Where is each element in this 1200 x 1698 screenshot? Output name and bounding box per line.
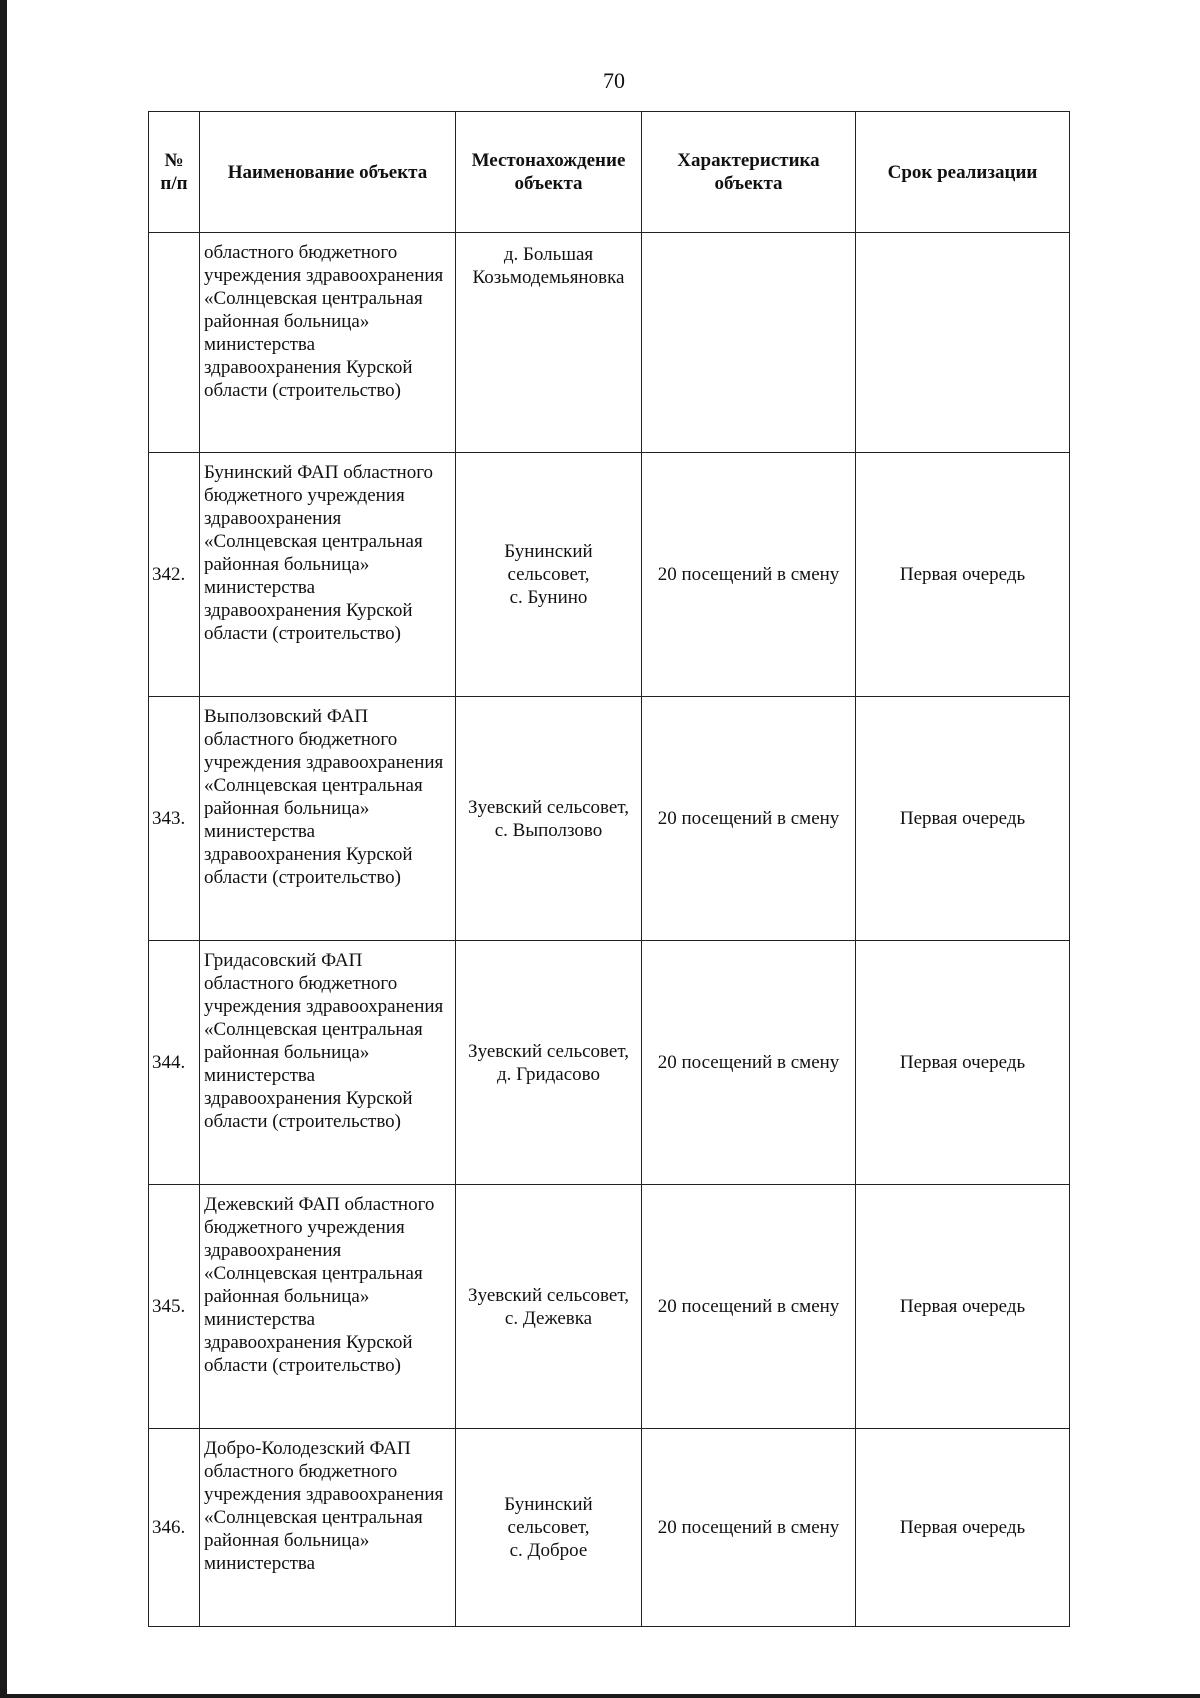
row-term: Первая очередь [856, 453, 1070, 697]
row-term: Первая очередь [856, 697, 1070, 941]
table-row [149, 1185, 1070, 1429]
row-object-name: Бунинский ФАП областного бюджетного учреждения здравоохранения «Солнцевская центральная районная больница» министерства здравоохранения Курской области (строительство) [200, 453, 456, 697]
row-location-line: Бунинский [504, 1494, 593, 1515]
row-num: 345. [149, 1185, 200, 1429]
row-location-line: с. Дежевка [504, 1307, 593, 1329]
page-number: 70 [603, 68, 625, 93]
row-location-line: Зуевский сельсовет, [468, 1040, 629, 1062]
row-characteristic: 20 посещений в смену [642, 697, 856, 941]
row-location-line: сельсовет, [507, 564, 590, 585]
row-location-line: д. Большая [503, 244, 594, 265]
row-location [456, 453, 642, 697]
row-term: Первая очередь [856, 941, 1070, 1185]
table-header-row [149, 112, 1070, 233]
row-characteristic: 20 посещений в смену [642, 453, 856, 697]
row-location-line: Зуевский сельсовет, [468, 796, 629, 818]
row-location-line: с. Доброе [509, 1540, 588, 1561]
row-location-line: с. Выползово [494, 819, 603, 841]
row-term: Первая очередь [856, 1185, 1070, 1429]
row-object-name: Дежевский ФАП областного бюджетного учреждения здравоохранения «Солнцевская центральная районная больница» министерства здравоохранения Курской области (строительство) [200, 1185, 456, 1429]
row-location [456, 1185, 642, 1429]
row-location-line: Зуевский сельсовет, [468, 1284, 629, 1306]
row-location [456, 697, 642, 941]
table-row [149, 453, 1070, 697]
row-location-line: сельсовет, [507, 1517, 590, 1538]
row-num [149, 233, 200, 453]
row-num: 342. [149, 453, 200, 697]
scan-border-bottom [0, 1694, 1200, 1698]
header-name: Наименование объекта [200, 112, 456, 233]
table-row [149, 233, 1070, 453]
row-characteristic: 20 посещений в смену [642, 941, 856, 1185]
row-location-line: с. Бунино [509, 587, 588, 608]
scan-border-left [0, 0, 7, 1698]
row-object-name: Добро-Колодезский ФАП областного бюджетного учреждения здравоохранения «Солнцевская центральная районная больница» министерства [200, 1429, 456, 1627]
table-row [149, 697, 1070, 941]
row-num: 343. [149, 697, 200, 941]
header-num: № п/п [149, 112, 200, 233]
row-characteristic: 20 посещений в смену [642, 1429, 856, 1627]
row-location [456, 941, 642, 1185]
objects-table [148, 111, 1070, 1627]
row-object-name: Гридасовский ФАП областного бюджетного учреждения здравоохранения «Солнцевская центральная районная больница» министерства здравоохранения Курской области (строительство) [200, 941, 456, 1185]
row-location [456, 1429, 642, 1627]
row-object-name: Выползовский ФАП областного бюджетного учреждения здравоохранения «Солнцевская центральная районная больница» министерства здравоохранения Курской области (строительство) [200, 697, 456, 941]
row-num: 344. [149, 941, 200, 1185]
row-object-name: областного бюджетного учреждения здравоохранения «Солнцевская центральная районная больница» министерства здравоохранения Курской области (строительство) [200, 233, 456, 453]
header-location: Местонахождение объекта [456, 112, 642, 233]
row-location [456, 233, 642, 453]
row-characteristic [642, 233, 856, 453]
header-characteristic: Характеристика объекта [642, 112, 856, 233]
row-location-line: д. Гридасово [497, 1063, 600, 1085]
row-num: 346. [149, 1429, 200, 1627]
row-characteristic: 20 посещений в смену [642, 1185, 856, 1429]
row-location-line: Козьмодемьяновка [472, 267, 625, 288]
row-term: Первая очередь [856, 1429, 1070, 1627]
table-row [149, 1429, 1070, 1627]
row-term [856, 233, 1070, 453]
row-location-line: Бунинский [504, 541, 593, 562]
table-row [149, 941, 1070, 1185]
header-term: Срок реализации [856, 112, 1070, 233]
